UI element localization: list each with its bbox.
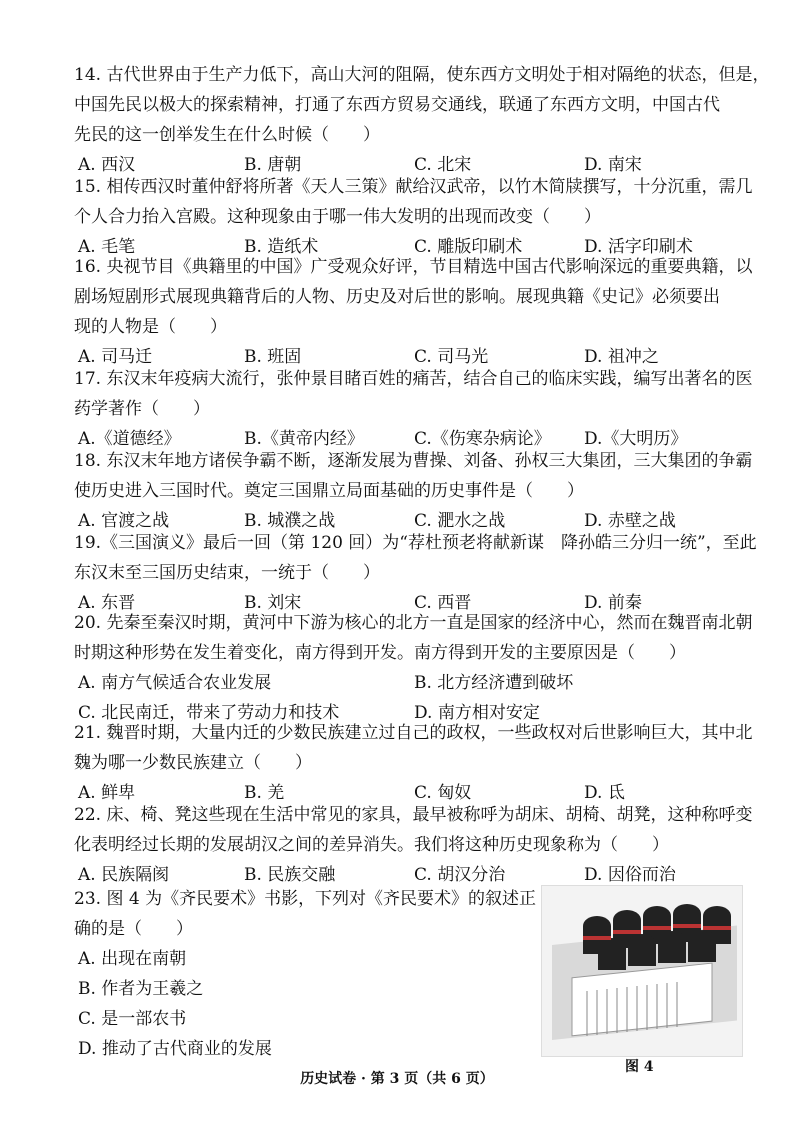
option-c[interactable]: C.《伤寒杂病论》	[414, 429, 551, 449]
question-text: 21. 魏晋时期，大量内迁的少数民族建立过自己的政权，一些政权对后世影响巨大，其中北	[74, 723, 753, 743]
option-a[interactable]: A. 鲜卑	[78, 783, 136, 803]
question-text: 15. 相传西汉时董仲舒将所著《天人三策》献给汉武帝，以竹木简牍撰写，十分沉重，需几	[74, 177, 753, 197]
question-text: 药学著作（ ）	[74, 399, 210, 419]
option-c[interactable]: C. 司马光	[414, 347, 489, 367]
option-b[interactable]: B. 城濮之战	[244, 511, 336, 531]
question-text: 时期这种形势在发生着变化，南方得到开发。南方得到开发的主要原因是（ ）	[74, 643, 686, 663]
question-21	[74, 718, 753, 808]
question-text: 魏为哪一少数民族建立（ ）	[74, 753, 312, 773]
question-text: 个人合力抬入宫殿。这种现象由于哪一伟大发明的出现而改变（ ）	[74, 207, 601, 227]
question-text: 17. 东汉末年疫病大流行，张仲景目睹百姓的痛苦，结合自己的临床实践，编写出著名的医	[74, 369, 753, 389]
option-a[interactable]: A. 东晋	[78, 593, 136, 613]
question-text: 18. 东汉末年地方诸侯争霸不断，逐渐发展为曹操、刘备、孙权三大集团，三大集团的争霸	[74, 451, 753, 471]
option-a[interactable]: A. 南方气候适合农业发展	[78, 673, 272, 693]
question-text: 现的人物是（ ）	[74, 317, 227, 337]
question-19	[74, 528, 757, 618]
option-c[interactable]: C. 北宋	[414, 155, 472, 175]
option-d[interactable]: D. 南方相对安定	[414, 703, 540, 723]
option-a[interactable]: A. 司马迁	[78, 347, 153, 367]
option-a[interactable]: A. 毛笔	[78, 237, 136, 257]
option-c[interactable]: C. 淝水之战	[414, 511, 506, 531]
option-d[interactable]: D. 推动了古代商业的发展	[78, 1039, 272, 1059]
option-b[interactable]: B. 唐朝	[244, 155, 302, 175]
question-20	[74, 608, 753, 728]
question-text: 19.《三国演义》最后一回（第 120 回）为“荐杜预老将献新谋 降孙皓三分归一统”，至此	[74, 533, 757, 553]
page-footer: 历史试卷 · 第 3 页（共 6 页）	[300, 1071, 494, 1087]
option-b[interactable]: B. 作者为王羲之	[78, 979, 204, 999]
options-row	[74, 668, 750, 698]
option-c[interactable]: C. 雕版印刷术	[414, 237, 523, 257]
question-15	[74, 172, 753, 262]
option-d[interactable]: D. 因俗而治	[584, 865, 676, 885]
question-text: 22. 床、椅、凳这些现在生活中常见的家具，最早被称呼为胡床、胡椅、胡凳，这种称呼变	[74, 805, 753, 825]
option-c[interactable]: C. 胡汉分治	[414, 865, 506, 885]
option-a[interactable]: A. 民族隔阂	[78, 865, 170, 885]
option-d[interactable]: D. 南宋	[584, 155, 642, 175]
option-a[interactable]: A. 出现在南朝	[78, 949, 187, 969]
question-text: 先民的这一创举发生在什么时候（ ）	[74, 125, 380, 145]
option-d[interactable]: D. 氐	[584, 783, 625, 803]
option-a[interactable]: A. 官渡之战	[78, 511, 170, 531]
figure-book-image	[541, 885, 743, 1057]
option-b[interactable]: B. 造纸术	[244, 237, 319, 257]
option-c[interactable]: C. 匈奴	[414, 783, 472, 803]
question-17	[74, 364, 753, 454]
option-c[interactable]: C. 北民南迁，带来了劳动力和技术	[78, 703, 340, 723]
question-text: 东汉末至三国历史结束，一统于（ ）	[74, 563, 380, 583]
option-d[interactable]: D. 赤壁之战	[584, 511, 676, 531]
question-16	[74, 252, 753, 372]
question-text: 20. 先秦至秦汉时期，黄河中下游为核心的北方一直是国家的经济中心，然而在魏晋南北朝	[74, 613, 753, 633]
question-text: 确的是（ ）	[74, 919, 193, 939]
option-b[interactable]: B.《黄帝内经》	[244, 429, 364, 449]
option-b[interactable]: B. 民族交融	[244, 865, 336, 885]
option-d[interactable]: D. 活字印刷术	[584, 237, 693, 257]
question-text: 化表明经过长期的发展胡汉之间的差异消失。我们将这种历史现象称为（ ）	[74, 835, 669, 855]
figure-caption: 图 4	[625, 1059, 654, 1075]
option-c[interactable]: C. 西晋	[414, 593, 472, 613]
question-text: 中国先民以极大的探索精神，打通了东西方贸易交通线，联通了东西方文明，中国古代	[74, 95, 720, 115]
option-d[interactable]: D. 祖冲之	[584, 347, 659, 367]
option-b[interactable]: B. 羌	[244, 783, 285, 803]
option-c[interactable]: C. 是一部农书	[78, 1009, 187, 1029]
question-14	[74, 60, 770, 180]
question-22	[74, 800, 753, 890]
question-text: 使历史进入三国时代。奠定三国鼎立局面基础的历史事件是（ ）	[74, 481, 584, 501]
book-stack-image	[542, 886, 742, 1056]
question-text: 14. 古代世界由于生产力低下，高山大河的阻隔，使东西方文明处于相对隔绝的状态，但是，	[74, 65, 770, 85]
question-text: 16. 央视节目《典籍里的中国》广受观众好评，节目精选中国古代影响深远的重要典籍，以	[74, 257, 753, 277]
option-b[interactable]: B. 北方经济遭到破坏	[414, 673, 574, 693]
option-b[interactable]: B. 刘宋	[244, 593, 302, 613]
question-18	[74, 446, 753, 536]
question-23	[74, 884, 537, 1064]
question-text: 剧场短剧形式展现典籍背后的人物、历史及对后世的影响。展现典籍《史记》必须要出	[74, 287, 720, 307]
option-a[interactable]: A. 西汉	[78, 155, 136, 175]
option-a[interactable]: A.《道德经》	[78, 429, 181, 449]
option-b[interactable]: B. 班固	[244, 347, 302, 367]
question-text: 23. 图 4 为《齐民要术》书影，下列对《齐民要术》的叙述正	[74, 889, 537, 909]
option-d[interactable]: D. 前秦	[584, 593, 642, 613]
option-d[interactable]: D.《大明历》	[584, 429, 688, 449]
